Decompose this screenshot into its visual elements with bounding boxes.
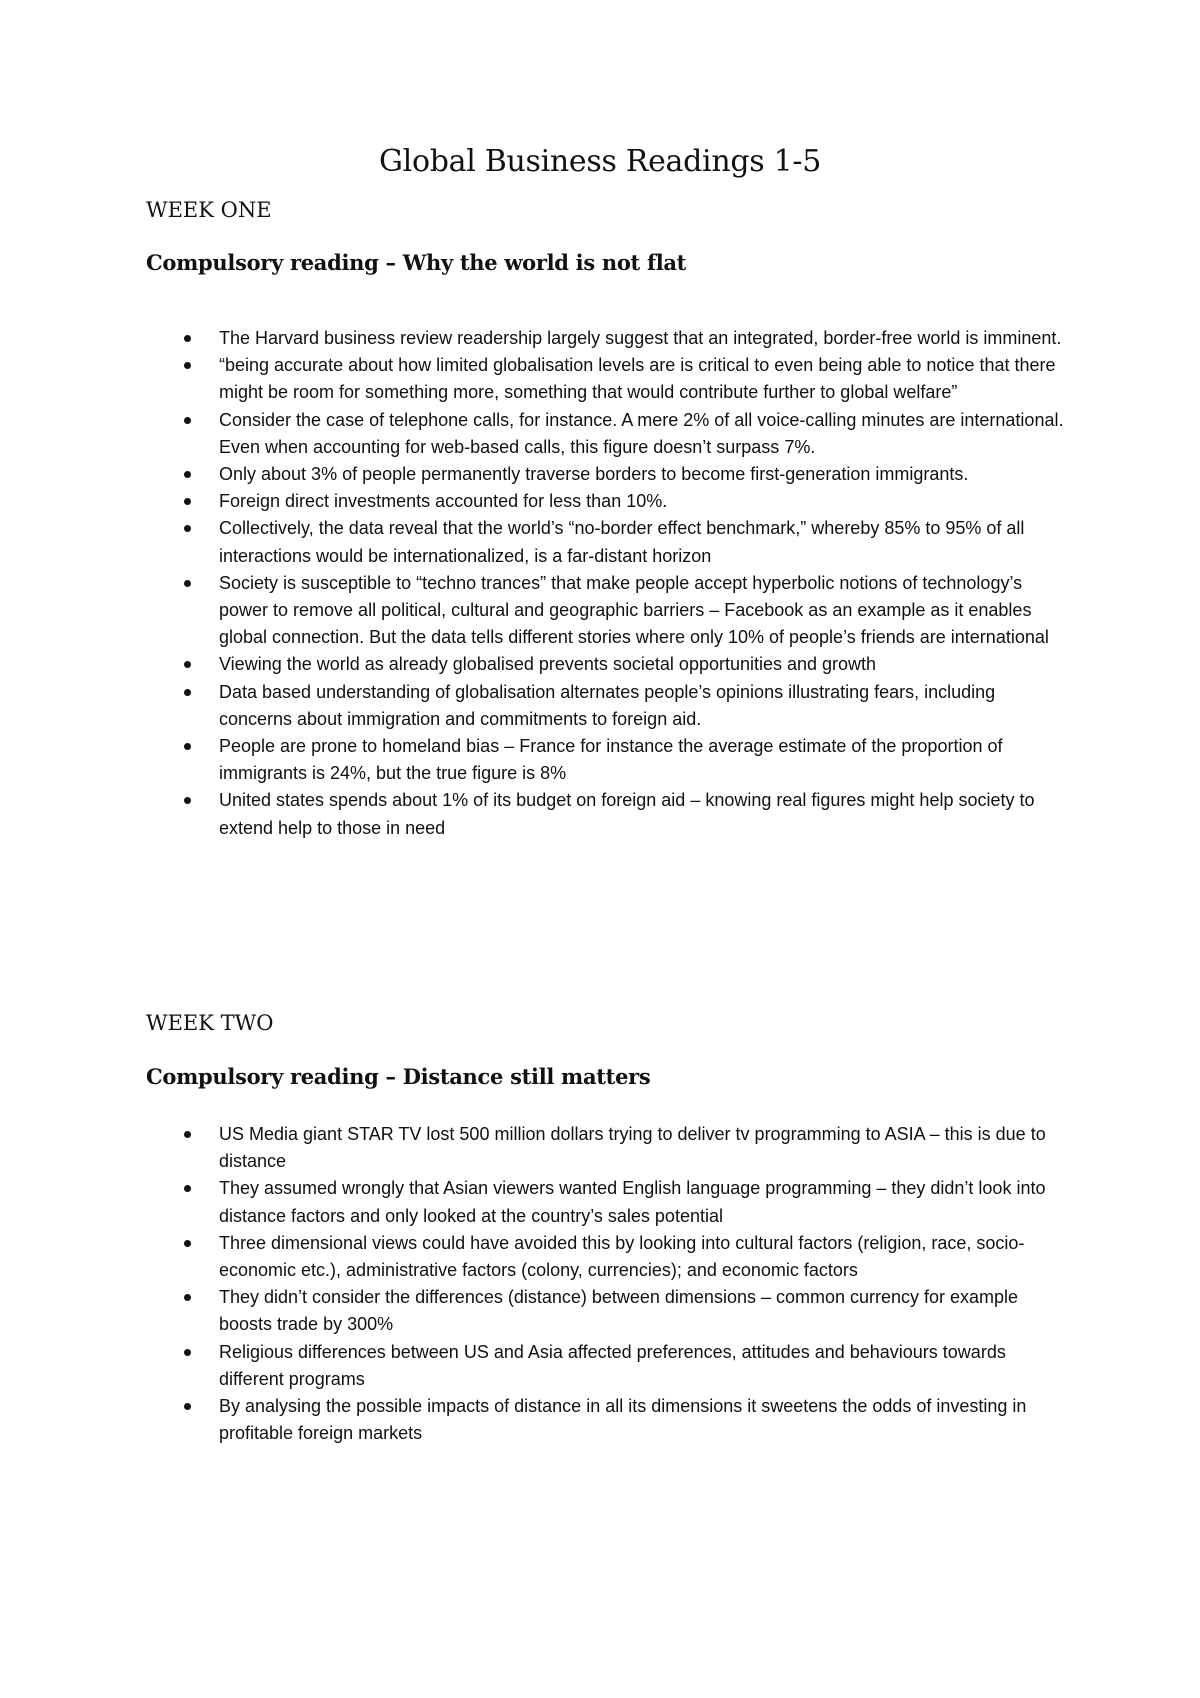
list-item [146,461,1066,488]
bullet-icon [184,498,191,505]
bullet-icon [184,1240,191,1247]
bullet-text: Three dimensional views could have avoided this by looking into cultural factors (religion, race, socio-economic etc.), administrative factors (colony, currencies); and economic factors [219,1232,1025,1281]
list-item [146,679,1066,733]
list-item [146,1393,1066,1447]
list-item [146,352,1066,406]
bullet-text: Collectively, the data reveal that the world’s “no-border effect benchmark,” whereby 85% to 95% of all interactions would be internationalized, is a far-distant horizon [219,518,1025,566]
list-item [146,1230,1066,1284]
bullet-icon [184,417,191,424]
bullet-icon [184,661,191,668]
bullet-icon [184,1131,191,1138]
bullet-icon [184,525,191,532]
bullet-icon [184,362,191,369]
week-one-heading: WEEK ONE [146,198,272,222]
list-item [146,1175,1066,1229]
list-item [146,570,1066,652]
bullet-text: They didn’t consider the differences (distance) between dimensions – common currency for example boosts trade by 300% [219,1287,1019,1335]
list-item [146,515,1066,569]
bullet-icon [184,743,191,750]
bullet-text: Foreign direct investments accounted for less than 10%. [219,491,668,512]
list-item [146,733,1066,787]
bullet-text: US Media giant STAR TV lost 500 million dollars trying to deliver tv programming to ASIA – this is due to distance [219,1124,1046,1172]
list-item [146,325,1066,352]
bullet-icon [184,1294,191,1301]
list-item [146,1121,1066,1175]
bullet-icon [184,335,191,342]
bullet-icon [184,1185,191,1192]
week-one-reading-heading: Compulsory reading – Why the world is not flat [146,250,687,275]
bullet-text: People are prone to homeland bias – France for instance the average estimate of the proportion of immigrants is 24%, but the true figure is 8% [219,736,1003,784]
list-item [146,407,1066,461]
week-two-bullet-list [146,1121,1066,1447]
bullet-text: Only about 3% of people permanently traverse borders to become first-generation immigrants. [219,464,969,485]
week-one-bullet-list [146,325,1066,842]
list-item [146,651,1066,678]
week-two-heading: WEEK TWO [146,1011,274,1035]
bullet-text: Viewing the world as already globalised prevents societal opportunities and growth [219,654,877,675]
bullet-text: “being accurate about how limited globalisation levels are is critical to even being able to notice that there might be room for something more, something that would contribute further to global welfare” [219,355,1056,403]
bullet-icon [184,471,191,478]
bullet-icon [184,797,191,804]
bullet-text: The Harvard business review readership largely suggest that an integrated, border-free world is imminent. [219,328,1062,348]
bullet-icon [184,1349,191,1356]
week-two-reading-heading: Compulsory reading – Distance still matters [146,1064,651,1089]
bullet-text: Data based understanding of globalisation alternates people’s opinions illustrating fears, including concerns about immigration and commitments to foreign aid. [219,681,996,729]
document-title: Global Business Readings 1-5 [379,144,821,179]
bullet-text: They assumed wrongly that Asian viewers wanted English language programming – they didn’t look into distance factors and only looked at the country’s sales potential [219,1178,1046,1226]
list-item [146,488,1066,515]
bullet-text: By analysing the possible impacts of distance in all its dimensions it sweetens the odds of investing in profitable foreign markets [219,1396,1027,1444]
list-item [146,1284,1066,1338]
bullet-text: Society is susceptible to “techno trances” that make people accept hyperbolic notions of technology’s power to remove all political, cultural and geographic barriers – Facebook as an example as it enables global connection. But the data tells different stories where only 10% of people’s friends are international [219,572,1049,648]
bullet-text: Consider the case of telephone calls, for instance. A mere 2% of all voice-calling minutes are international. Even when accounting for web-based calls, this figure doesn’t surpass 7%. [219,409,1064,457]
bullet-icon [184,580,191,587]
list-item [146,787,1066,841]
bullet-text: Religious differences between US and Asia affected preferences, attitudes and behaviours towards different programs [219,1341,1006,1389]
list-item [146,1339,1066,1393]
bullet-icon [184,1403,191,1410]
bullet-text: United states spends about 1% of its budget on foreign aid – knowing real figures might help society to extend help to those in need [219,790,1035,838]
bullet-icon [184,689,191,696]
